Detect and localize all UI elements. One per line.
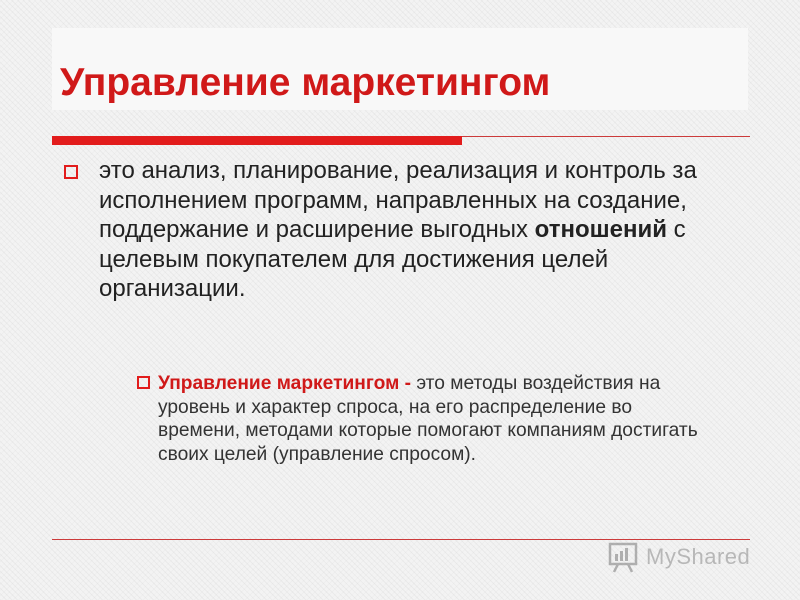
- sub-definition-paragraph: [158, 372, 718, 466]
- definition-bold-word: отношений: [534, 216, 667, 243]
- definition-text-after: с целевым покупателем для достижения целей организации.: [99, 216, 686, 302]
- sub-definition-accent: Управление маркетингом -: [158, 373, 417, 394]
- sub-definition-text: это методы воздействия на уровень и характер спроса, на его распределение во времени, методами которые помогают компаниям достигать своих целей (управление спросом).: [158, 373, 698, 465]
- watermark-text: MyShared: [646, 544, 751, 569]
- watermark: [608, 540, 750, 574]
- slide-title: Управление маркетингом: [60, 61, 551, 104]
- hollow-square-bullet-icon: [64, 165, 78, 179]
- hollow-square-bullet-icon: [137, 376, 150, 389]
- title-box: [52, 28, 748, 110]
- definition-paragraph: [99, 156, 759, 304]
- myshared-logo-icon: [608, 540, 642, 574]
- title-divider-thick: [52, 136, 462, 145]
- definition-text-before: это анализ, планирование, реализация и контроль за исполнением программ, направленных на создание, поддержание и расширение выгодных: [99, 157, 697, 243]
